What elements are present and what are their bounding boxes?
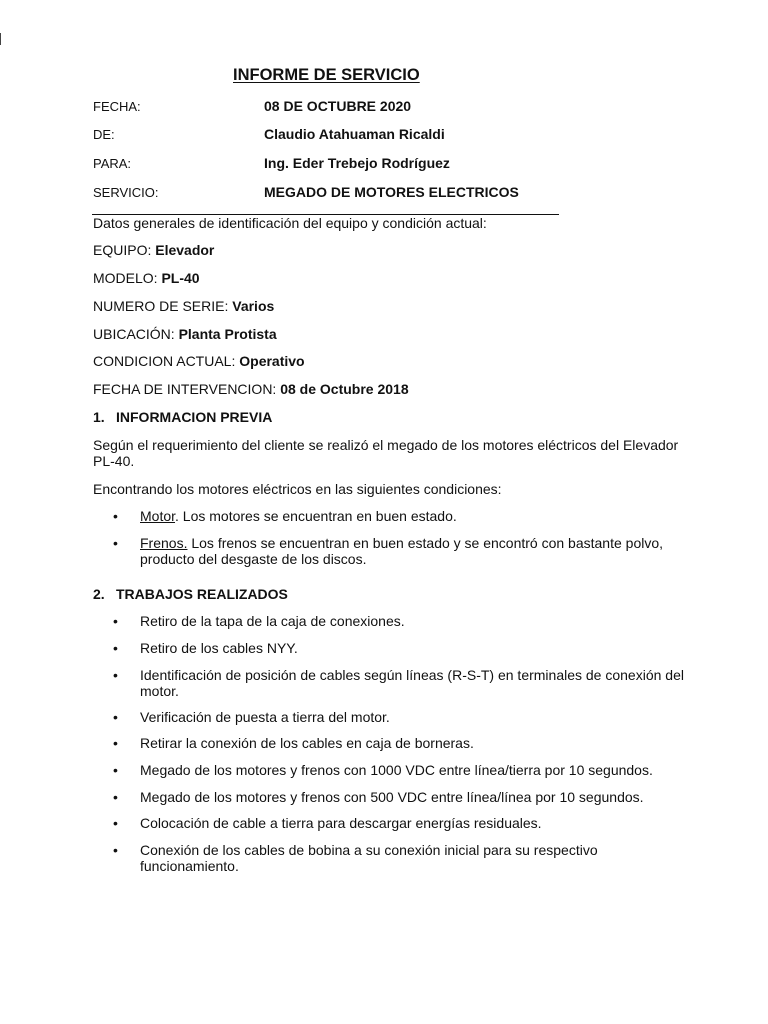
section1-number: 1. bbox=[93, 409, 105, 425]
fecha-label: FECHA: bbox=[93, 99, 141, 114]
condition-motor-text bbox=[140, 508, 685, 524]
condicion-label: CONDICION ACTUAL: bbox=[93, 353, 240, 369]
servicio-value: MEGADO DE MOTORES ELECTRICOS bbox=[264, 184, 519, 200]
work-item-text: Retiro de los cables NYY. bbox=[140, 640, 298, 656]
section2-number: 2. bbox=[93, 586, 105, 602]
section2-heading bbox=[93, 586, 288, 602]
work-item-text: Megado de los motores y frenos con 500 VDC entre línea/línea por 10 segundos. bbox=[140, 789, 644, 805]
bullet-dot: • bbox=[113, 667, 118, 683]
condition-bullet-motor bbox=[113, 508, 693, 524]
work-item-text: Retirar la conexión de los cables en caja de borneras. bbox=[140, 735, 474, 751]
frenos-term: Frenos. bbox=[140, 535, 188, 551]
de-label: DE: bbox=[93, 127, 115, 142]
report-title: INFORME DE SERVICIO bbox=[233, 66, 420, 84]
ubicacion-value: Planta Protista bbox=[178, 326, 277, 342]
serie-value: Varios bbox=[232, 298, 275, 314]
modelo-line bbox=[93, 270, 200, 286]
condition-bullet-frenos bbox=[113, 535, 693, 567]
fecha-value: 08 DE OCTUBRE 2020 bbox=[264, 98, 412, 114]
serie-label: NUMERO DE SERIE: bbox=[93, 298, 233, 314]
section2-title: TRABAJOS REALIZADOS bbox=[116, 586, 288, 602]
equipo-line bbox=[93, 242, 214, 258]
equipo-value: Elevador bbox=[155, 242, 215, 258]
section1-heading bbox=[93, 409, 272, 425]
section1-title: INFORMACION PREVIA bbox=[116, 409, 273, 425]
work-item-text: Colocación de cable a tierra para descargar energías residuales. bbox=[140, 815, 542, 831]
serie-line bbox=[93, 298, 274, 314]
work-item-text: Retiro de la tapa de la caja de conexiones. bbox=[140, 613, 405, 629]
work-item-text: Verificación de puesta a tierra del motor. bbox=[140, 709, 390, 725]
work-item-text: Megado de los motores y frenos con 1000 VDC entre línea/tierra por 10 segundos. bbox=[140, 762, 653, 778]
ubicacion-line bbox=[93, 326, 277, 342]
motor-desc: . Los motores se encuentran en buen estado. bbox=[175, 508, 457, 524]
intervencion-value: 08 de Octubre 2018 bbox=[280, 381, 409, 397]
intervencion-line bbox=[93, 381, 409, 397]
work-item-text: Identificación de posición de cables según líneas (R-S-T) en terminales de conexión del motor. bbox=[140, 667, 684, 699]
bullet-dot: • bbox=[113, 842, 118, 858]
servicio-label: SERVICIO: bbox=[93, 185, 159, 200]
motor-term: Motor bbox=[140, 508, 176, 524]
modelo-label: MODELO: bbox=[93, 270, 162, 286]
text-cursor bbox=[0, 33, 1, 45]
bullet-dot: • bbox=[113, 640, 118, 656]
condicion-value: Operativo bbox=[239, 353, 305, 369]
general-intro: Datos generales de identificación del equipo y condición actual: bbox=[93, 215, 487, 231]
bullet-dot: • bbox=[113, 735, 118, 751]
bullet-dot: • bbox=[113, 535, 118, 551]
para-label: PARA: bbox=[93, 156, 132, 171]
condition-frenos-text bbox=[140, 535, 685, 567]
equipo-label: EQUIPO: bbox=[93, 242, 156, 258]
section1-para1: Según el requerimiento del cliente se realizó el megado de los motores eléctricos del Elevador PL-40. bbox=[93, 437, 679, 469]
section1-para2: Encontrando los motores eléctricos en las siguientes condiciones: bbox=[93, 481, 502, 497]
bullet-dot: • bbox=[113, 789, 118, 805]
ubicacion-label: UBICACIÓN: bbox=[93, 326, 179, 342]
condicion-line bbox=[93, 353, 305, 369]
bullet-dot: • bbox=[113, 613, 118, 629]
bullet-dot: • bbox=[113, 762, 118, 778]
modelo-value: PL-40 bbox=[161, 270, 200, 286]
bullet-dot: • bbox=[113, 508, 118, 524]
bullet-dot: • bbox=[113, 709, 118, 725]
de-value: Claudio Atahuaman Ricaldi bbox=[264, 126, 445, 142]
bullet-dot: • bbox=[113, 815, 118, 831]
para-value: Ing. Eder Trebejo Rodríguez bbox=[264, 155, 450, 171]
intervencion-label: FECHA DE INTERVENCION: bbox=[93, 381, 281, 397]
frenos-desc: Los frenos se encuentran en buen estado y se encontró con bastante polvo, producto del desgaste de los discos. bbox=[140, 535, 664, 567]
work-item-text: Conexión de los cables de bobina a su conexión inicial para su respectivo funcionamiento. bbox=[140, 842, 598, 874]
